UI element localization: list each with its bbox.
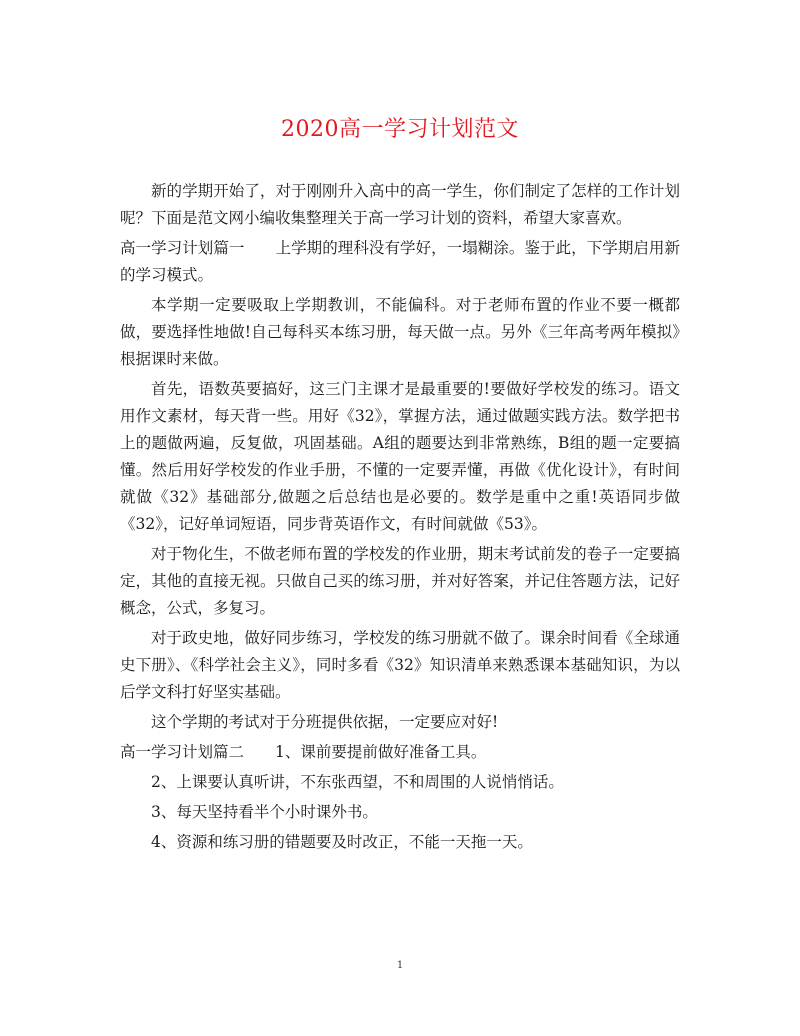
paragraph-humanities: 对于政史地，做好同步练习，学校发的练习册就不做了。课余时间看《全球通史下册》、《科学社会主义》，同时多看《32》知识清单来熟悉课本基础知识，为以后学文科打好坚实基础。 [120, 629, 680, 701]
paragraph-exam: 这个学期的考试对于分班提供依据，一定要应对好! [151, 713, 499, 731]
document-title: 2020高一学习计划范文 [281, 117, 519, 142]
paragraph-science: 对于物化生，不做老师布置的学校发的作业册，期末考试前发的卷子一定要搞定，其他的直接无视。只做自己买的练习册，并对好答案，并记住答题方法，记好概念，公式，多复习。 [120, 545, 680, 617]
paragraph-plan-one-heading: 高一学习计划篇一 上学期的理科没有学好，一塌糊涂。鉴于此，下学期启用新的学习模式。 [120, 239, 680, 284]
paragraph-lesson: 本学期一定要吸取上学期教训，不能偏科。对于老师布置的作业不要一概都做，要选择性地做!自己每科买本练习册，每天做一点。另外《三年高考两年模拟》根据课时来做。 [120, 296, 680, 368]
paragraph-intro: 新的学期开始了，对于刚刚升入高中的高一学生，你们制定了怎样的工作计划呢？下面是范文网小编收集整理关于高一学习计划的资料，希望大家喜欢。 [120, 182, 680, 227]
paragraph-item-4: 4、资源和练习册的错题要及时改正，不能一天拖一天。 [151, 833, 533, 851]
page-number: 1 [396, 960, 404, 971]
paragraph-main-subjects: 首先，语数英要搞好，这三门主课才是最重要的!要做好学校发的练习。语文用作文素材，每天背一些。用好《32》，掌握方法，通过做题实践方法。数学把书上的题做两遍，反复做，巩固基础。A组的题要达到非常熟练，B组的题一定要搞懂。然后用好学校发的作业手册，不懂的一定要弄懂，再做《优化设计》，有时间就做《32》基础部分,做题之后总结也是必要的。数学是重中之重!英语同步做《32》，记好单词短语，同步背英语作文，有时间就做《53》。 [120, 380, 680, 533]
paragraph-plan-two-heading: 高一学习计划篇二 1、课前要提前做好准备工具。 [120, 743, 487, 761]
document-body [120, 178, 680, 859]
paragraph-item-3: 3、每天坚持看半个小时课外书。 [151, 803, 378, 821]
paragraph-item-2: 2、上课要认真听讲，不东张西望，不和周围的人说悄悄话。 [151, 773, 564, 791]
